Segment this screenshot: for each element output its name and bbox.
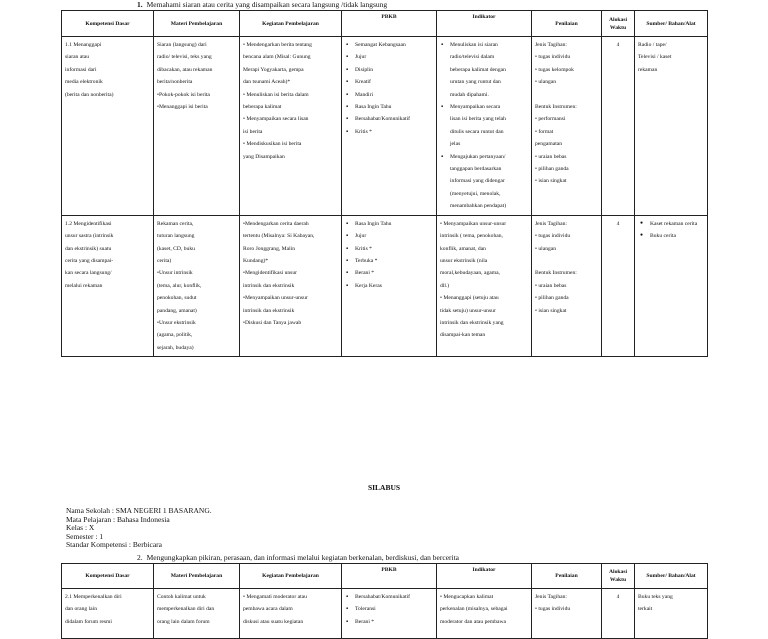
cell-indikator: • Menyampaikan unsur-unsur intrinsik ( tema, penokohan, konflik, amanat, dan unsur ekstrinsik (nila moral,kebudayaan, agama, dll.) • Menanggapi (setuju atau tidak setuju) unsur-unsur intrinsik dan ekstrinsik yang disampai-kan teman bbox=[437, 215, 532, 356]
header-indikator: Indikator bbox=[437, 11, 532, 37]
meta-standar-kompetensi: Standar Kompetensi : Berbicara bbox=[66, 540, 163, 550]
pbkb-item: ▪ Kritis * bbox=[345, 126, 433, 138]
cell-sumber: Buku teks yang terkait bbox=[635, 589, 708, 639]
pbkb-item: ▪ Kritis * bbox=[345, 243, 433, 255]
header-kegiatan: Kegiatan Pembelajaran bbox=[240, 564, 342, 589]
cell-kd: 1.1 Menanggapi siaran atau informasi dari media elektronik (berita dan nonberita) bbox=[62, 37, 154, 216]
sumber-item: ● Kaset rekaman cerita bbox=[638, 218, 704, 230]
header-alokasi: Alokasi Waktu bbox=[602, 11, 635, 37]
pbkb-item: ▪ Terbuka * bbox=[345, 255, 433, 267]
pbkb-item: ▪ Jujur bbox=[345, 230, 433, 242]
pbkb-item: ▪ Bersahabat/Komunikatif bbox=[345, 113, 433, 125]
pbkb-item: ▪ Kreatif bbox=[345, 76, 433, 88]
pbkb-item: ▪ Rasa Ingin Tahu bbox=[345, 218, 433, 230]
cell-materi: Rekaman cerita, tuturan langsung (kaset, CD, buku cerita) •Unsur intrinsik (tema, alur, konflik, penokohan, sudut pandang, amanat) •Unsur ekstrinsik (agama, politik, sejarah, budaya) bbox=[154, 215, 240, 356]
top-standard-text: Memahami siaran atau cerita yang disampaikan secara langsung /tidak langsung bbox=[146, 0, 388, 9]
table-2-header-row bbox=[62, 564, 708, 589]
cell-sumber: Radio / tape/ Televisi / kaset rekaman bbox=[635, 37, 708, 216]
cell-materi: Contoh kalimat untuk memperkenalkan diri dan orang lain dalam forum bbox=[154, 589, 240, 639]
second-standard-text: Mengungkapkan pikiran, perasaan, dan informasi melalui kegiatan berkenalan, berdiskusi, dan bercerita bbox=[146, 553, 460, 562]
cell-kegiatan: • Mendengarkan berita tentang bencana alam (Misal: Gunung Merapi Yogyakarta, gempa dan tsunami Aceah)* • Menuliskan isi berita dalam beberapa kalimat • Menyampaikan secara lisan isi berita • Mendiskusikan isi berita yang Disampaikan bbox=[240, 37, 342, 216]
pbkb-item: ▪ Berani * bbox=[345, 267, 433, 279]
pbkb-item: ▪ Jujur bbox=[345, 51, 433, 63]
table-row bbox=[62, 589, 708, 639]
header-penilaian: Penilaian bbox=[532, 11, 602, 37]
indikator-item: ▪ Menuliskan isi siaran radio/televisi dalam beberapa kalimat dengan urutan yang runtut dan mudah dipahami. bbox=[440, 39, 528, 101]
table-row bbox=[62, 37, 708, 216]
cell-pbkb bbox=[342, 589, 437, 639]
silabus-title: SILABUS bbox=[367, 483, 401, 492]
cell-indikator bbox=[437, 37, 532, 216]
second-standard-competency bbox=[137, 553, 459, 562]
school-meta bbox=[66, 507, 212, 550]
header-sumber: Sumber/ Bahan/Alat bbox=[635, 11, 708, 37]
header-alokasi: Alokasi Waktu bbox=[602, 564, 635, 589]
meta-semester: Semester : 1 bbox=[66, 531, 104, 541]
table-row bbox=[62, 215, 708, 356]
header-kompetensi-dasar: Kompetensi Dasar bbox=[62, 564, 154, 589]
header-pbkb: PBKB bbox=[342, 11, 437, 37]
header-materi: Materi Pembelajaran bbox=[154, 564, 240, 589]
cell-materi: Siaran (langsung) dari radio/ televisi, teks yang dibacakan, atau rekaman berita/nonberita •Pokok-pokok isi berita •Menanggapi isi berita bbox=[154, 37, 240, 216]
pbkb-item: ▪ Bersahabat/Komunikatif bbox=[345, 591, 433, 603]
cell-kegiatan: • Mengamati moderator atau pembawa acara dalam diskusi atau suatu kegiatan bbox=[240, 589, 342, 639]
cell-pbkb bbox=[342, 37, 437, 216]
header-materi: Materi Pembelajaran bbox=[154, 11, 240, 37]
cell-kd: 1.2 Mengidentifikasi unsur sastra (intrinsik dan ekstrinsik) suatu cerita yang disampai- kan secara langsung/ melalui rekaman bbox=[62, 215, 154, 356]
pbkb-item: ▪ Berani * bbox=[345, 616, 433, 628]
syllabus-table-1 bbox=[61, 10, 708, 357]
indikator-item: ▪ Mengajukan pertanyaan/ tanggapan berdasarkan informasi yang didengar (menyetujui, menolak, menambahkan pendapat) bbox=[440, 151, 528, 213]
second-standard-number: 2. bbox=[137, 553, 143, 562]
meta-mapel: Mata Pelajaran : Bahasa Indonesia bbox=[66, 514, 170, 524]
cell-kegiatan: •Mendengarkan cerita daerah tertentu (Misalnya: Si Kabayan, Roro Jonggrang, Malin Kundang)* •Mengidentifikasi unsur intrinsik dan ekstrinsik •Menyampaikan unsur-unsur intrinsik dan ekstrinsik •Diskusi dan Tanya jawab bbox=[240, 215, 342, 356]
cell-indikator: • Mengucapkan kalimat perkenalan (misalnya, sebagai moderator dan atau pembawa bbox=[437, 589, 532, 639]
syllabus-table-2 bbox=[61, 563, 708, 639]
header-indikator: Indikator bbox=[437, 564, 532, 589]
top-standard-number: 1. bbox=[137, 0, 143, 9]
table-1-header-row bbox=[62, 11, 708, 37]
pbkb-item: ▪ Mandiri bbox=[345, 89, 433, 101]
cell-pbkb bbox=[342, 215, 437, 356]
pbkb-item: ▪ Toleransi bbox=[345, 603, 433, 615]
indikator-item: ▪ Menyampaikan secara lisan isi berita yang telah ditulis secara runtut dan jelas bbox=[440, 101, 528, 151]
meta-sekolah: Nama Sekolah : SMA NEGERI 1 BASARANG. bbox=[66, 506, 212, 515]
header-pbkb: PBKB bbox=[342, 564, 437, 589]
cell-sumber bbox=[635, 215, 708, 356]
sumber-item: ● Buku cerita bbox=[638, 230, 704, 242]
pbkb-item: ▪ Semangat Kebangsaan bbox=[345, 39, 433, 51]
meta-kelas: Kelas : X bbox=[66, 523, 95, 533]
header-kompetensi-dasar: Kompetensi Dasar bbox=[62, 11, 154, 37]
cell-penilaian: Jenis Tagihan: • tugas individu • ulangan Bentuk Instrumen: • uraian bebas • pilihan ganda • isian singkat bbox=[532, 215, 602, 356]
cell-penilaian: Jenis Tagihan: • tugas individu bbox=[532, 589, 602, 639]
cell-kd: 2.1 Memperkenalkan diri dan orang lain didalam forum resmi bbox=[62, 589, 154, 639]
cell-penilaian: Jenis Tagihan: • tugas individu • tugas kelompok • ulangan Bentuk Instrumen: • performansi • format pengamatan • uraian bebas • pilihan ganda • isian singkat bbox=[532, 37, 602, 216]
cell-alokasi: 4 bbox=[602, 589, 635, 639]
cell-alokasi: 4 bbox=[602, 215, 635, 356]
pbkb-item: ▪ Rasa Ingin Tahu bbox=[345, 101, 433, 113]
pbkb-item: ▪ Kerja Keras bbox=[345, 280, 433, 292]
header-kegiatan: Kegiatan Pembelajaran bbox=[240, 11, 342, 37]
header-sumber: Sumber/ Bahan/Alat bbox=[635, 564, 708, 589]
cell-alokasi: 4 bbox=[602, 37, 635, 216]
pbkb-item: ▪ Disiplin bbox=[345, 64, 433, 76]
header-penilaian: Penilaian bbox=[532, 564, 602, 589]
top-standard-competency bbox=[137, 0, 387, 9]
